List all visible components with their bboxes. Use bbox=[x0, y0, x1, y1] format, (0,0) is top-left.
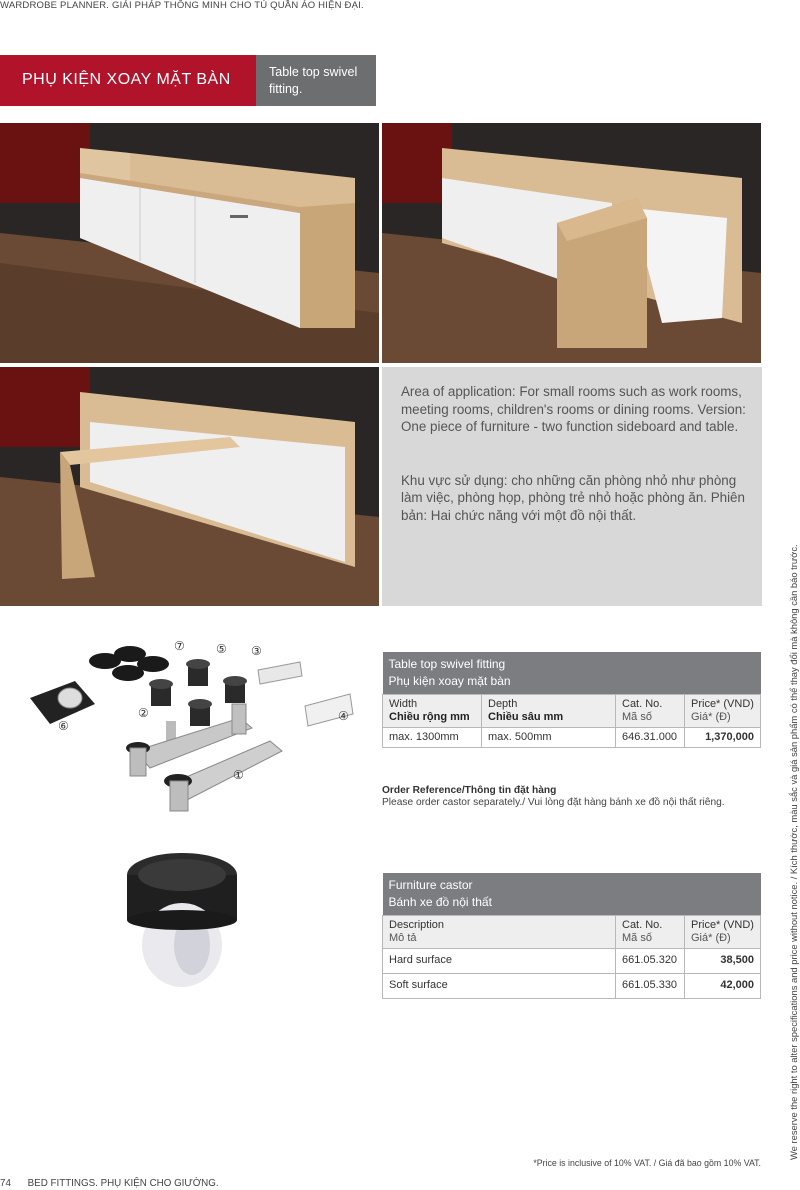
side-disclaimer: We reserve the right to alter specifications and price without notice. / Kích thước, màu sắc và giá sản phẩm có thể thay đổi mà không cần báo trước. bbox=[788, 544, 799, 1160]
col-width: Width bbox=[389, 698, 418, 710]
photo-sideboard-closed bbox=[0, 123, 379, 363]
table-column-header-row bbox=[383, 695, 761, 728]
label-1: ① bbox=[233, 768, 244, 782]
description-vn: Khu vực sử dụng: cho những căn phòng nhỏ như phòng làm việc, phòng họp, phòng trẻ nhỏ hoặc phòng ăn. Phiên bản: Hai chức năng với một đồ nội thất. bbox=[401, 472, 745, 523]
cell-desc: Soft surface bbox=[383, 974, 616, 999]
swivel-fitting-diagram bbox=[20, 636, 360, 841]
order-reference bbox=[382, 785, 725, 809]
col-cat-vn: Mã số bbox=[622, 932, 652, 944]
section-title-en-line2: fitting. bbox=[269, 82, 303, 96]
page-header: WARDROBE PLANNER. GIẢI PHÁP THÔNG MINH CHO TỦ QUẦN ÁO HIỆN ĐẠI. bbox=[0, 0, 364, 11]
swivel-table-header bbox=[383, 652, 761, 695]
page-number: 74 bbox=[0, 1178, 11, 1189]
col-price-vn: Giá* (Đ) bbox=[691, 932, 731, 944]
castor-table-title-en: Furniture castor bbox=[388, 878, 473, 892]
table-column-header-row bbox=[383, 916, 761, 949]
cell-cat: 646.31.000 bbox=[616, 728, 685, 748]
swivel-table-title-en: Table top swivel fitting bbox=[388, 657, 506, 671]
swivel-fitting-table bbox=[382, 652, 761, 748]
label-7: ⑦ bbox=[174, 639, 185, 653]
section-title-en bbox=[256, 55, 376, 106]
section-title-en-line1: Table top swivel bbox=[269, 65, 358, 79]
photo-sideboard-table bbox=[0, 367, 379, 606]
label-5: ⑤ bbox=[216, 642, 227, 656]
footer-section: BED FITTINGS. PHỤ KIỆN CHO GIƯỜNG. bbox=[27, 1178, 219, 1189]
table-row bbox=[383, 728, 761, 748]
cell-price: 38,500 bbox=[685, 949, 761, 974]
price-note: *Price is inclusive of 10% VAT. / Giá đã bao gồm 10% VAT. bbox=[533, 1158, 761, 1168]
col-price-vn: Giá* (Đ) bbox=[691, 711, 731, 723]
label-2: ② bbox=[138, 706, 149, 720]
cell-depth: max. 500mm bbox=[482, 728, 616, 748]
castor-photo bbox=[122, 845, 242, 1000]
label-4: ④ bbox=[338, 709, 349, 723]
col-price: Price* (VND) bbox=[691, 919, 754, 931]
cell-width: max. 1300mm bbox=[383, 728, 482, 748]
col-price: Price* (VND) bbox=[691, 698, 754, 710]
swivel-table-title-vn: Phụ kiện xoay mặt bàn bbox=[388, 674, 511, 688]
table-row bbox=[383, 974, 761, 999]
label-6: ⑥ bbox=[58, 719, 69, 733]
photo-sideboard-swivel bbox=[382, 123, 761, 363]
col-width-vn: Chiều rộng mm bbox=[389, 711, 470, 723]
description-box bbox=[382, 367, 762, 606]
section-title-vn: PHỤ KIỆN XOAY MẶT BÀN bbox=[0, 55, 256, 106]
cell-desc: Hard surface bbox=[383, 949, 616, 974]
order-reference-text: Please order castor separately./ Vui lòng đặt hàng bánh xe đồ nội thất riêng. bbox=[382, 797, 725, 808]
col-desc-vn: Mô tả bbox=[389, 932, 417, 944]
cell-price: 1,370,000 bbox=[685, 728, 761, 748]
description-en: Area of application: For small rooms such as work rooms, meeting rooms, children's rooms or dining rooms. Version: One piece of furniture - two function sideboard and table. bbox=[401, 384, 746, 435]
page-footer bbox=[0, 1178, 219, 1189]
col-desc: Description bbox=[389, 919, 445, 931]
col-cat: Cat. No. bbox=[622, 698, 663, 710]
col-depth-vn: Chiều sâu mm bbox=[488, 711, 564, 723]
col-cat-vn: Mã số bbox=[622, 711, 652, 723]
col-depth: Depth bbox=[488, 698, 518, 710]
cell-cat: 661.05.330 bbox=[616, 974, 685, 999]
table-row bbox=[383, 949, 761, 974]
castor-table-title-vn: Bánh xe đồ nội thất bbox=[388, 895, 492, 909]
cell-price: 42,000 bbox=[685, 974, 761, 999]
cell-cat: 661.05.320 bbox=[616, 949, 685, 974]
order-reference-heading: Order Reference/Thông tin đặt hàng bbox=[382, 785, 557, 796]
castor-table-header bbox=[383, 873, 761, 916]
label-3: ③ bbox=[251, 644, 262, 658]
castor-table bbox=[382, 873, 761, 999]
col-cat: Cat. No. bbox=[622, 919, 663, 931]
